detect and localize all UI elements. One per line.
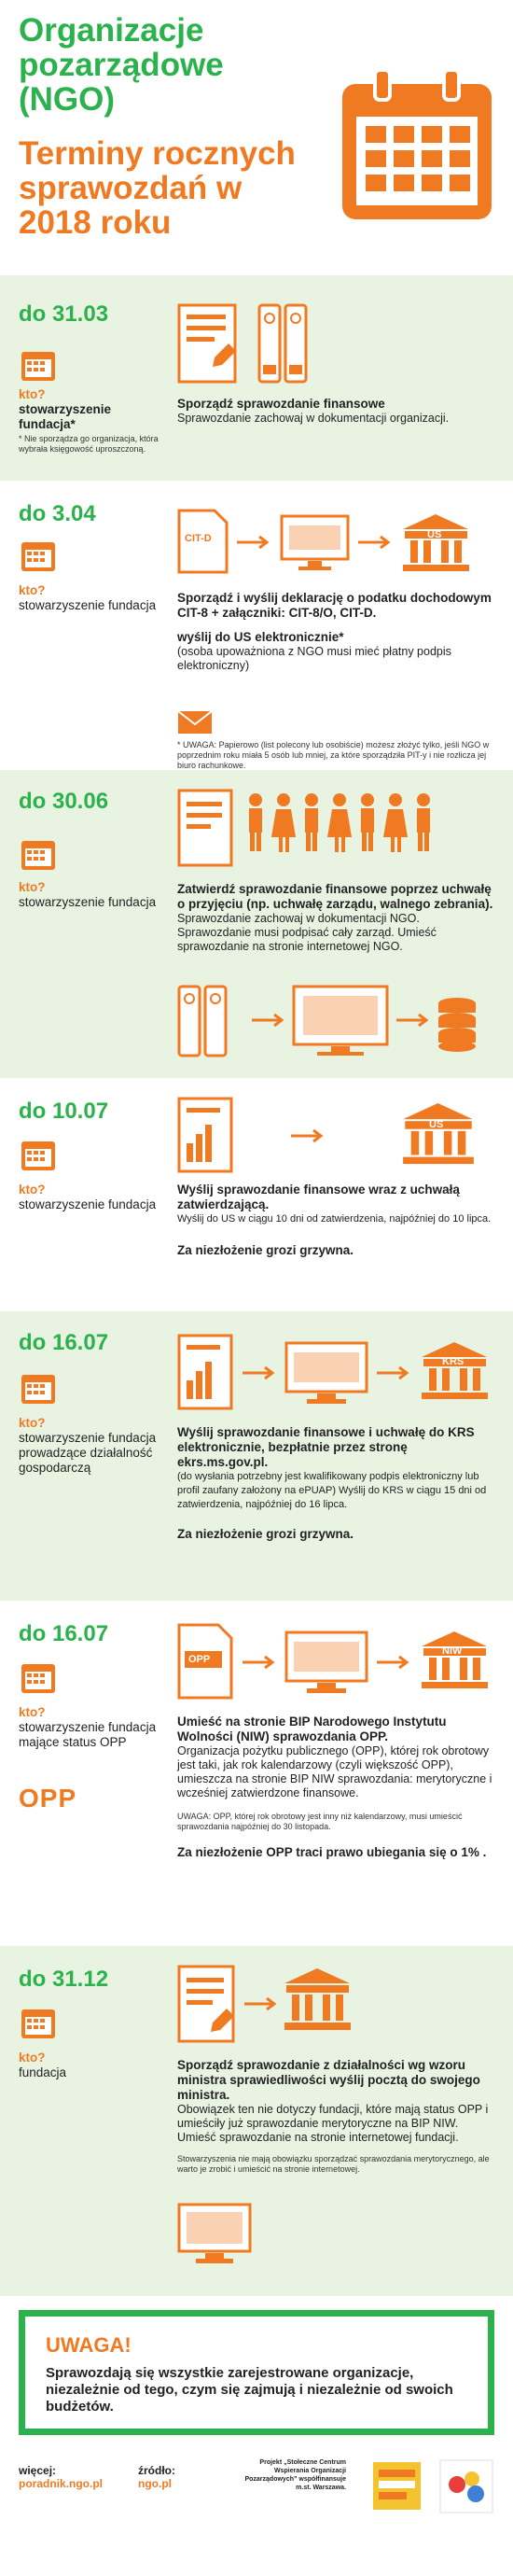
calendar-icon — [21, 539, 56, 572]
section-lead: Wyślij sprawozdanie finansowe i uchwałę do KRS elektronicznie, bezpłatnie przez stronę ekrs.ms.gov.pl. — [177, 1425, 475, 1469]
office-building-icon — [401, 1100, 476, 1166]
footer-source — [138, 2464, 175, 2490]
section-body: Obowiązek ten nie dotyczy fundacji, które mają status OPP i umieściły już sprawozdanie merytoryczne na BIP NIW. Umieść sprawozdanie na stronie internetowej fundacji. — [177, 2103, 489, 2144]
who-label: kto? — [19, 1183, 46, 1197]
section-30-06 — [0, 770, 513, 1078]
binders-computer-coins-icon — [177, 985, 485, 1059]
computer-icon — [280, 514, 350, 572]
opp-doc-label: OPP — [188, 1654, 211, 1665]
report-chart-icon — [177, 1097, 233, 1173]
page-subtitle: Terminy rocznych sprawozdań w 2018 roku — [19, 135, 296, 241]
deadline-date: do 10.07 — [19, 1099, 109, 1124]
computer-icon — [284, 1341, 368, 1407]
who-label: kto? — [19, 583, 46, 597]
who-label: kto? — [19, 880, 46, 894]
section-31-12 — [0, 1946, 513, 2296]
section-text — [177, 591, 494, 673]
calendar-icon — [21, 1371, 56, 1405]
section-penalty: Za niezłożenie OPP traci prawo ubiegania się o 1% . — [177, 1845, 487, 1859]
calendar-icon — [21, 348, 56, 382]
section-body: Sprawozdanie zachowaj w dokumentacji NGO. Sprawozdanie musi podpisać cały zarząd. Umieść sprawozdanie na stronie internetowej NGO. — [177, 912, 437, 953]
who-roles: stowarzyszenie fundacja* — [19, 402, 112, 431]
deadline-date: do 3.04 — [19, 501, 96, 526]
callout-body: Sprawozdają się wszystkie zarejestrowane organizacje, niezależnie od tego, czym się zajmują i niezależnie od swoich budżetów. — [46, 2365, 453, 2415]
section-lead-2: wyślij do US elektronicznie* — [177, 630, 344, 644]
footer-more — [19, 2464, 103, 2490]
footer — [0, 2455, 513, 2576]
who-roles: stowarzyszenie fundacja — [19, 1197, 157, 1211]
section-text — [177, 397, 494, 426]
section-lead: Umieść na stronie BIP Narodowego Instytutu Wolności (NIW) sprawozdania OPP. — [177, 1715, 447, 1743]
callout-title: UWAGA! — [46, 2333, 132, 2357]
computer-icon — [177, 2203, 252, 2268]
who-label: kto? — [19, 1705, 46, 1719]
citd-label: CIT-D — [185, 533, 212, 544]
section-10-07 — [0, 1078, 513, 1311]
deadline-date: do 16.07 — [19, 1330, 109, 1355]
section-lead: Sporządź sprawozdanie finansowe — [177, 397, 385, 411]
document-people-icon — [177, 789, 457, 873]
center-logo — [371, 2460, 423, 2512]
who-block — [19, 880, 159, 910]
who-label: kto? — [19, 2051, 46, 2065]
arrow-right-icon — [241, 1365, 278, 1380]
footnote: * Nie sporządza go organizacja, która wybrała księgowość uproszczoną. — [19, 434, 159, 454]
who-label: kto? — [19, 1416, 46, 1430]
us-label: US — [429, 1119, 444, 1130]
who-block — [19, 1183, 159, 1212]
office-building-icon — [420, 1627, 490, 1692]
who-block — [19, 387, 159, 432]
krs-label: KRS — [442, 1356, 464, 1367]
deadline-date: do 16.07 — [19, 1621, 109, 1646]
who-roles: fundacja — [19, 2065, 67, 2079]
section-note: UWAGA: OPP, której rok obrotowy jest inny niż kalendarzowy, musi umieścić sprawozdania najpóźniej do 30 listopada. — [177, 1812, 463, 1831]
arrow-right-icon — [235, 535, 272, 550]
section-body: Organizacja pożytku publicznego (OPP), której rok obrotowy jest taki, jak rok kalendarzowy (czyli większość OPP), umieszcza na stronie BIP NIW sprawozdania: merytoryczne i wcześniej zatwierdzone finansowe. — [177, 1744, 492, 1799]
section-text — [177, 2058, 494, 2175]
section-16-07-opp — [0, 1601, 513, 1946]
header — [0, 0, 513, 275]
section-note: * UWAGA: Papierowo (list polecony lub osobiście) możesz złożyć tylko, jeśli NGO w poprzednim roku miała 5 osób lub mniej, za które sporządziła PIT-y i nie rozlicza jej biuro rachunkowe. — [177, 740, 490, 770]
calendar-icon — [21, 837, 56, 871]
warsaw-logo — [438, 2458, 494, 2514]
flow-report-us — [177, 1097, 494, 1176]
opp-logo: OPP — [19, 1784, 77, 1813]
computer-icon — [284, 1631, 368, 1696]
who-label: kto? — [19, 387, 46, 401]
who-block — [19, 1416, 159, 1476]
section-3-04 — [0, 481, 513, 770]
section-text — [177, 1715, 494, 1860]
who-roles: stowarzyszenie fundacja mające status OPP — [19, 1720, 157, 1749]
flow-report-krs — [177, 1334, 494, 1413]
section-penalty: Za niezłożenie grozi grzywna. — [177, 1527, 354, 1541]
section-body: (do wysłania potrzebny jest kwalifikowany podpis elektroniczny lub profil zaufany założony na ePUAP) Wyślij do KRS w ciągu 15 dni od zatwierdzenia, najpóźniej do 16 lipca. — [177, 1471, 487, 1510]
report-chart-icon — [177, 1334, 233, 1410]
us-label: US — [427, 529, 442, 540]
calendar-icon — [21, 2006, 56, 2039]
arrow-right-icon — [375, 1365, 412, 1380]
document-building-icon — [177, 1965, 354, 2044]
flow-citd-us — [177, 509, 494, 579]
section-body: Sprawozdanie zachowaj w dokumentacji organizacji. — [177, 412, 450, 425]
warning-callout — [19, 2310, 494, 2435]
calendar-icon — [338, 70, 496, 224]
section-31-03 — [0, 275, 513, 481]
footer-project: Projekt „Stołeczne Centrum Wspierania Organizacji Pozarządowych” współfinansuje m.st. Warszawa. — [244, 2459, 346, 2491]
document-binders-icon — [177, 303, 312, 387]
who-roles: stowarzyszenie fundacja prowadzące działalność gospodarczą — [19, 1431, 157, 1475]
section-lead: Zatwierdź sprawozdanie finansowe poprzez uchwałę o przyjęciu (np. uchwałę zarządu, walnego zebrania). — [177, 882, 493, 911]
who-block — [19, 2051, 159, 2080]
section-body: (osoba upoważniona z NGO musi mieć płatny podpis elektroniczny) — [177, 645, 451, 672]
office-building-icon — [420, 1337, 490, 1403]
footer-more-label: więcej: — [19, 2464, 57, 2477]
who-roles: stowarzyszenie fundacja — [19, 598, 157, 612]
section-lead: Sporządź i wyślij deklarację o podatku dochodowym CIT-8 + załączniki: CIT-8/O, CIT-D. — [177, 591, 492, 620]
deadline-date: do 31.03 — [19, 301, 109, 327]
page-title: Organizacje pozarządowe (NGO) — [19, 12, 224, 118]
niw-label: NIW — [442, 1645, 463, 1657]
section-body: Wyślij do US w ciągu 10 dni od zatwierdzenia, najpóźniej do 10 lipca. — [177, 1213, 492, 1225]
calendar-icon — [21, 1660, 56, 1694]
envelope-icon — [177, 710, 213, 735]
section-text — [177, 1183, 494, 1258]
who-block — [19, 583, 159, 613]
arrow-right-icon — [241, 1655, 278, 1670]
office-building-icon — [401, 512, 471, 572]
section-note: Stowarzyszenia nie mają obowiązku sporządzać sprawozdania merytorycznego, ale warto je zrobić i umieścić na stronie internetowej. — [177, 2154, 490, 2174]
who-block — [19, 1705, 159, 1750]
deadline-date: do 31.12 — [19, 1967, 109, 1992]
section-16-07-krs — [0, 1311, 513, 1601]
calendar-icon — [21, 1138, 56, 1171]
footer-more-link[interactable]: poradnik.ngo.pl — [19, 2477, 103, 2490]
footer-source-link[interactable]: ngo.pl — [138, 2477, 172, 2490]
deadline-date: do 30.06 — [19, 789, 109, 814]
section-lead: Sporządź sprawozdanie z działalności wg wzoru ministra sprawiedliwości wyślij pocztą do swojego ministra. — [177, 2058, 480, 2102]
arrow-right-icon — [356, 535, 394, 550]
section-penalty: Za niezłożenie grozi grzywna. — [177, 1243, 354, 1257]
footer-source-label: źródło: — [138, 2464, 175, 2477]
who-roles: stowarzyszenie fundacja — [19, 895, 157, 909]
arrow-right-icon — [375, 1655, 412, 1670]
section-text — [177, 882, 494, 954]
section-lead: Wyślij sprawozdanie finansowe wraz z uchwałą zatwierdzającą. — [177, 1183, 460, 1211]
section-text — [177, 1425, 494, 1542]
flow-opp-niw — [177, 1623, 494, 1702]
arrow-right-icon — [289, 1128, 326, 1143]
